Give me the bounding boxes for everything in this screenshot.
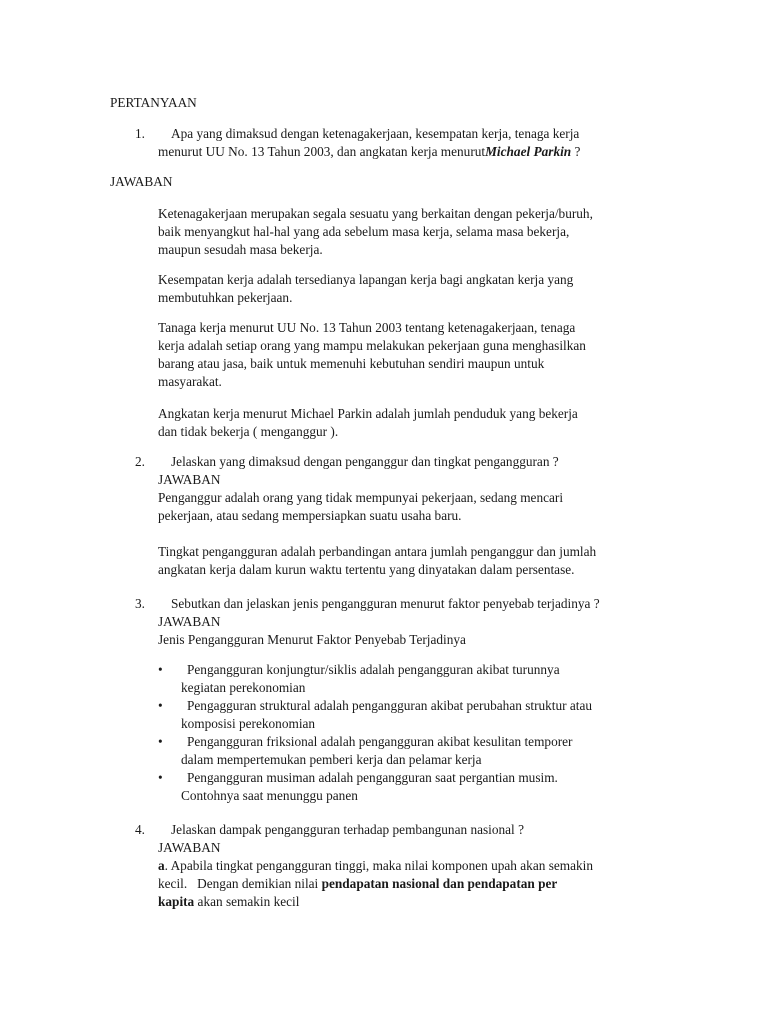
answer-2-block: JAWABAN Penganggur adalah orang yang tidak mempunyai pekerjaan, sedang mencari pekerjaan, atau sedang mempersiapkan suatu usaha baru.	[158, 471, 678, 525]
michael-parkin-emphasis: Michael Parkin	[485, 144, 572, 159]
answer-3-block	[158, 613, 678, 649]
answer-1-paragraph-3: Tanaga kerja menurut UU No. 13 Tahun 2003 tentang ketenagakerjaan, tenaga kerja adalah setiap orang yang mampu melakukan pekerjaan guna menghasilkan barang atau jasa, baik untuk memenuhi kebutuhan sendiri maupun untuk masyarakat.	[158, 320, 586, 389]
bullet-icon: •	[158, 770, 163, 785]
list-item-continuation: kegiatan perekonomian	[181, 680, 306, 695]
answer-heading: JAWABAN	[110, 174, 173, 189]
list-item: Pengangguran konjungtur/siklis adalah pengangguran akibat turunnya	[187, 662, 560, 677]
question-3-text: Sebutkan dan jelaskan jenis pengangguran menurut faktor penyebab terjadinya ?	[171, 596, 600, 611]
answer-1-paragraph-4: Angkatan kerja menurut Michael Parkin adalah jumlah penduduk yang bekerja dan tidak bekerja ( menganggur ).	[158, 406, 578, 439]
answer-3-label: JAWABAN	[158, 614, 221, 629]
list-item-continuation: dalam mempertemukan pemberi kerja dan pelamar kerja	[181, 752, 482, 767]
question-4-text: Jelaskan dampak pengangguran terhadap pembangunan nasional ?	[171, 822, 524, 837]
bullet-icon: •	[158, 698, 163, 713]
question-2-text: Jelaskan yang dimaksud dengan penganggur dan tingkat pengangguran ?	[171, 454, 559, 469]
bullet-icon: •	[158, 734, 163, 749]
list-item-continuation: Contohnya saat menunggu panen	[181, 788, 358, 803]
answer-4-label: JAWABAN	[158, 840, 221, 855]
bullet-icon: •	[158, 662, 163, 677]
list-item: Pengangguran musiman adalah pengangguran saat pergantian musim.	[187, 770, 558, 785]
question-1-number: 1.	[135, 126, 145, 141]
answer-4-block: JAWABAN a. Apabila tingkat pengangguran tinggi, maka nilai komponen upah akan semakin kecil. Dengan demikian nilai pendapatan nasional dan pendapatan per kapita akan semakin kecil	[158, 839, 678, 911]
list-item: Pengagguran struktural adalah pengangguran akibat perubahan struktur atau	[187, 698, 593, 713]
question-1-line-1: Apa yang dimaksud dengan ketenagakerjaan, kesempatan kerja, tenaga kerja	[171, 126, 580, 141]
answer-2-label: JAWABAN	[158, 472, 221, 487]
question-heading: PERTANYAAN	[110, 95, 197, 110]
question-3-number: 3.	[135, 596, 145, 611]
answer-1-paragraph-2: Kesempatan kerja adalah tersedianya lapangan kerja bagi angkatan kerja yang membutuhkan pekerjaan.	[158, 272, 574, 305]
list-item: Pengangguran friksional adalah pengangguran akibat kesulitan temporer	[187, 734, 573, 749]
answer-1-paragraph-1: Ketenagakerjaan merupakan segala sesuatu yang berkaitan dengan pekerja/buruh, baik menyangkut hal-hal yang ada sebelum masa kerja, selama masa bekerja, maupun sesudah masa bekerja.	[158, 206, 593, 257]
list-item-continuation: komposisi perekonomian	[181, 716, 316, 731]
question-1-line-2: menurut UU No. 13 Tahun 2003, dan angkatan kerja menurutMichael Parkin ?	[158, 144, 581, 159]
question-4-number: 4.	[135, 822, 145, 837]
answer-3-subtitle: Jenis Pengangguran Menurut Faktor Penyebab Terjadinya	[158, 632, 466, 647]
question-2-number: 2.	[135, 454, 145, 469]
answer-2-paragraph-2: Tingkat pengangguran adalah perbandingan antara jumlah penganggur dan jumlah angkatan kerja dalam kurun waktu tertentu yang dinyatakan dalam persentase.	[158, 544, 597, 577]
